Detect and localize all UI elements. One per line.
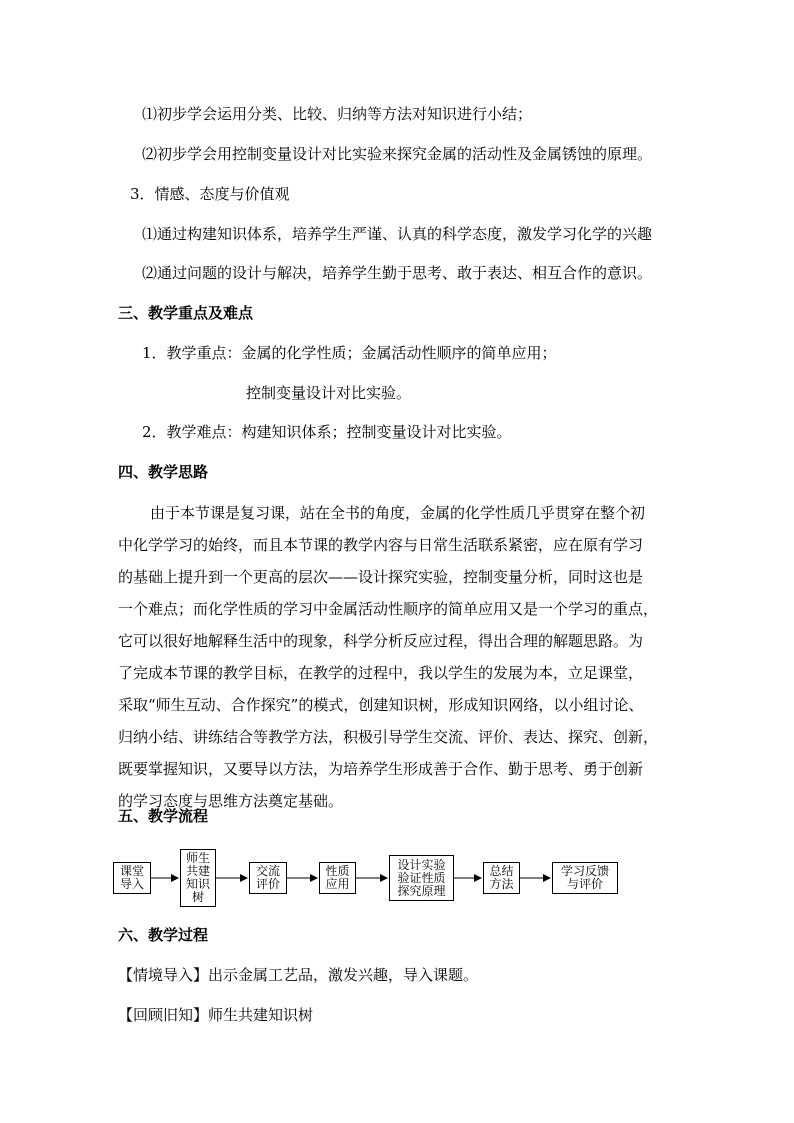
flow-step-lesson-intro: 课堂 导入 bbox=[113, 862, 151, 894]
focus-line-1: 1．教学重点：金属的化学性质；金属活动性顺序的简单应用； bbox=[142, 344, 557, 362]
review-line: 【回顾旧知】师生共建知识树 bbox=[118, 1006, 314, 1024]
paragraph-line: 的基础上提升到一个更高的层次——设计探究实验，控制变量分析，同时这也是 bbox=[118, 568, 644, 586]
paragraph-line: 它可以很好地解释生活中的现象，科学分析反应过程，得出合理的解题思路。为 bbox=[118, 632, 644, 650]
attitude-item-2: ⑵通过问题的设计与解决，培养学生勤于思考、敢于表达、相互合作的意识。 bbox=[142, 264, 653, 282]
paragraph-line: 中化学学习的始终，而且本节课的教学内容与日常生活联系紧密，应在原有学习 bbox=[118, 536, 644, 554]
flow-step-summary-method: 总结 方法 bbox=[483, 862, 520, 894]
paragraph-line: 的学习态度与思维方法奠定基础。 bbox=[118, 792, 344, 810]
section-6-title: 六、教学过程 bbox=[118, 926, 209, 944]
skill-item-1: ⑴初步学会运用分类、比较、归纳等方法对知识进行小结； bbox=[142, 105, 533, 123]
flow-step-feedback-evaluation: 学习反馈 与评价 bbox=[552, 862, 618, 894]
focus-line-2: 控制变量设计对比实验。 bbox=[246, 384, 412, 402]
section-4-title: 四、教学思路 bbox=[118, 463, 209, 481]
flow-step-knowledge-tree: 师生 共建 知识 树 bbox=[180, 849, 216, 907]
paragraph-line: 既要掌握知识，又要导以方法，为培养学生形成善于合作、勤于思考、勇于创新 bbox=[118, 760, 644, 778]
section-3-title: 三、教学重点及难点 bbox=[118, 304, 254, 322]
paragraph-line: 由于本节课是复习课，站在全书的角度，金属的化学性质几乎贯穿在整个初 bbox=[150, 504, 646, 522]
paragraph-line: 了完成本节课的教学目标，在教学的过程中，我以学生的发展为本，立足课堂， bbox=[118, 664, 644, 682]
flow-step-design-experiment: 设计实验 验证性质 探究原理 bbox=[389, 855, 454, 901]
attitude-item-1: ⑴通过构建知识体系，培养学生严谨、认真的科学态度，激发学习化学的兴趣 bbox=[142, 225, 653, 243]
situation-intro-line: 【情境导入】出示金属工艺品，激发兴趣，导入课题。 bbox=[118, 966, 479, 984]
paragraph-line: 采取“师生互动、合作探究”的模式，创建知识树，形成知识网络，以小组讨论、 bbox=[118, 696, 644, 714]
difficulty-line: 2．教学难点：构建知识体系；控制变量设计对比实验。 bbox=[142, 423, 512, 441]
paragraph-line: 归纳小结、讲练结合等教学方法，积极引导学生交流、评价、表达、探究、创新， bbox=[118, 728, 659, 746]
skill-item-2: ⑵初步学会用控制变量设计对比实验来探究金属的活动性及金属锈蚀的原理。 bbox=[142, 145, 653, 163]
section-5-title: 五、教学流程 bbox=[118, 807, 209, 825]
flow-step-exchange-evaluate: 交流 评价 bbox=[249, 862, 287, 894]
flow-step-property-application: 性质 应用 bbox=[319, 862, 356, 894]
attitude-heading: 3．情感、态度与价值观 bbox=[130, 185, 290, 203]
paragraph-line: 一个难点；而化学性质的学习中金属活动性顺序的简单应用又是一个学习的重点， bbox=[118, 600, 659, 618]
